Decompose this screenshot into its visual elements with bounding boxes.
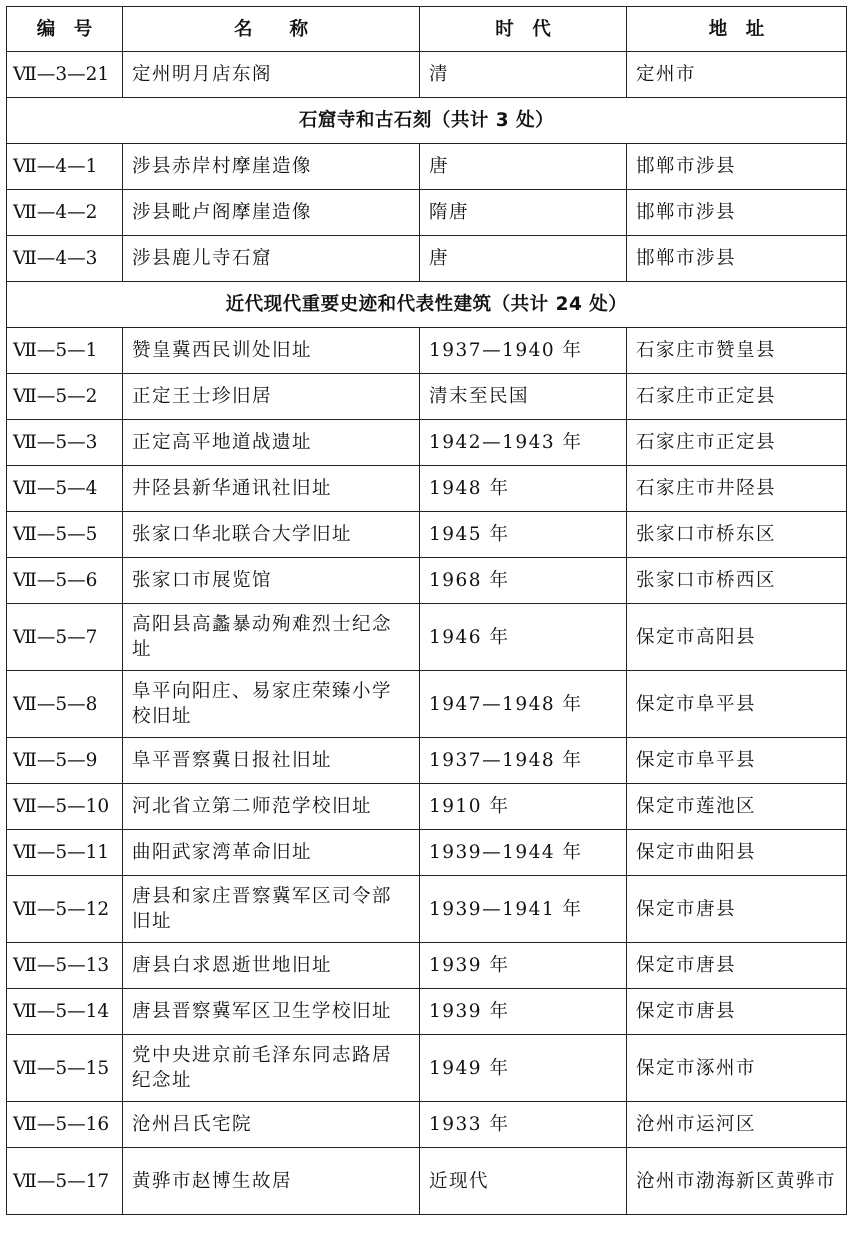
name-cell: 涉县赤岸村摩崖造像 bbox=[123, 144, 420, 190]
address-cell: 保定市唐县 bbox=[627, 943, 847, 989]
era-cell: 1945 年 bbox=[420, 512, 627, 558]
table-row bbox=[7, 830, 847, 876]
name-cell: 唐县和家庄晋察冀军区司令部旧址 bbox=[123, 876, 420, 943]
code-cell: Ⅶ—5—17 bbox=[7, 1148, 123, 1215]
name-cell: 张家口华北联合大学旧址 bbox=[123, 512, 420, 558]
era-cell: 1910 年 bbox=[420, 784, 627, 830]
code-cell: Ⅶ—3—21 bbox=[7, 52, 123, 98]
era-cell: 1942—1943 年 bbox=[420, 420, 627, 466]
address-cell: 张家口市桥东区 bbox=[627, 512, 847, 558]
era-cell: 唐 bbox=[420, 236, 627, 282]
table-row bbox=[7, 784, 847, 830]
header-era: 时 代 bbox=[420, 7, 627, 52]
address-cell: 石家庄市正定县 bbox=[627, 420, 847, 466]
table-row bbox=[7, 144, 847, 190]
table-row bbox=[7, 512, 847, 558]
table-row bbox=[7, 236, 847, 282]
code-cell: Ⅶ—4—2 bbox=[7, 190, 123, 236]
code-cell: Ⅶ—5—15 bbox=[7, 1035, 123, 1102]
era-cell: 1933 年 bbox=[420, 1102, 627, 1148]
code-cell: Ⅶ—5—10 bbox=[7, 784, 123, 830]
name-cell: 涉县鹿儿寺石窟 bbox=[123, 236, 420, 282]
name-cell: 唐县白求恩逝世地旧址 bbox=[123, 943, 420, 989]
code-cell: Ⅶ—5—16 bbox=[7, 1102, 123, 1148]
name-cell: 党中央进京前毛泽东同志路居纪念址 bbox=[123, 1035, 420, 1102]
era-cell: 唐 bbox=[420, 144, 627, 190]
name-cell: 井陉县新华通讯社旧址 bbox=[123, 466, 420, 512]
name-cell: 高阳县高蠡暴动殉难烈士纪念址 bbox=[123, 604, 420, 671]
code-cell: Ⅶ—5—4 bbox=[7, 466, 123, 512]
address-cell: 保定市阜平县 bbox=[627, 671, 847, 738]
code-cell: Ⅶ—5—14 bbox=[7, 989, 123, 1035]
era-cell: 1948 年 bbox=[420, 466, 627, 512]
era-cell: 1949 年 bbox=[420, 1035, 627, 1102]
address-cell: 邯郸市涉县 bbox=[627, 190, 847, 236]
address-cell: 保定市涿州市 bbox=[627, 1035, 847, 1102]
code-cell: Ⅶ—5—8 bbox=[7, 671, 123, 738]
table-row bbox=[7, 558, 847, 604]
name-cell: 沧州吕氏宅院 bbox=[123, 1102, 420, 1148]
name-cell: 河北省立第二师范学校旧址 bbox=[123, 784, 420, 830]
era-cell: 1968 年 bbox=[420, 558, 627, 604]
address-cell: 保定市阜平县 bbox=[627, 738, 847, 784]
header-code: 编 号 bbox=[7, 7, 123, 52]
era-cell: 清末至民国 bbox=[420, 374, 627, 420]
table-row bbox=[7, 604, 847, 671]
section-title: 近代现代重要史迹和代表性建筑（共计 24 处） bbox=[7, 282, 847, 328]
table-header-row bbox=[7, 7, 847, 52]
table-row bbox=[7, 374, 847, 420]
table-row bbox=[7, 876, 847, 943]
code-cell: Ⅶ—5—1 bbox=[7, 328, 123, 374]
code-cell: Ⅶ—5—6 bbox=[7, 558, 123, 604]
address-cell: 保定市高阳县 bbox=[627, 604, 847, 671]
section-header-row bbox=[7, 282, 847, 328]
address-cell: 邯郸市涉县 bbox=[627, 144, 847, 190]
era-cell: 1939 年 bbox=[420, 943, 627, 989]
section-title: 石窟寺和古石刻（共计 3 处） bbox=[7, 98, 847, 144]
name-cell: 赞皇冀西民训处旧址 bbox=[123, 328, 420, 374]
table-row bbox=[7, 328, 847, 374]
address-cell: 定州市 bbox=[627, 52, 847, 98]
address-cell: 沧州市渤海新区黄骅市 bbox=[627, 1148, 847, 1215]
name-cell: 定州明月店东阁 bbox=[123, 52, 420, 98]
era-cell: 1937—1948 年 bbox=[420, 738, 627, 784]
name-cell: 唐县晋察冀军区卫生学校旧址 bbox=[123, 989, 420, 1035]
code-cell: Ⅶ—5—5 bbox=[7, 512, 123, 558]
header-name: 名 称 bbox=[123, 7, 420, 52]
table-row bbox=[7, 1102, 847, 1148]
table-row bbox=[7, 738, 847, 784]
table-row bbox=[7, 190, 847, 236]
era-cell: 清 bbox=[420, 52, 627, 98]
era-cell: 隋唐 bbox=[420, 190, 627, 236]
era-cell: 近现代 bbox=[420, 1148, 627, 1215]
address-cell: 石家庄市井陉县 bbox=[627, 466, 847, 512]
name-cell: 张家口市展览馆 bbox=[123, 558, 420, 604]
section-header-row bbox=[7, 98, 847, 144]
table-row bbox=[7, 989, 847, 1035]
address-cell: 沧州市运河区 bbox=[627, 1102, 847, 1148]
table-body bbox=[7, 52, 847, 1215]
era-cell: 1939—1944 年 bbox=[420, 830, 627, 876]
table-row bbox=[7, 52, 847, 98]
code-cell: Ⅶ—5—11 bbox=[7, 830, 123, 876]
code-cell: Ⅶ—5—3 bbox=[7, 420, 123, 466]
heritage-table bbox=[6, 6, 847, 1215]
table-row bbox=[7, 1148, 847, 1215]
name-cell: 正定高平地道战遗址 bbox=[123, 420, 420, 466]
era-cell: 1939 年 bbox=[420, 989, 627, 1035]
name-cell: 正定王士珍旧居 bbox=[123, 374, 420, 420]
era-cell: 1946 年 bbox=[420, 604, 627, 671]
header-address: 地 址 bbox=[627, 7, 847, 52]
table-row bbox=[7, 420, 847, 466]
code-cell: Ⅶ—5—2 bbox=[7, 374, 123, 420]
address-cell: 邯郸市涉县 bbox=[627, 236, 847, 282]
code-cell: Ⅶ—5—9 bbox=[7, 738, 123, 784]
address-cell: 石家庄市赞皇县 bbox=[627, 328, 847, 374]
address-cell: 保定市唐县 bbox=[627, 989, 847, 1035]
address-cell: 保定市曲阳县 bbox=[627, 830, 847, 876]
code-cell: Ⅶ—4—3 bbox=[7, 236, 123, 282]
code-cell: Ⅶ—5—7 bbox=[7, 604, 123, 671]
address-cell: 保定市唐县 bbox=[627, 876, 847, 943]
code-cell: Ⅶ—4—1 bbox=[7, 144, 123, 190]
name-cell: 曲阳武家湾革命旧址 bbox=[123, 830, 420, 876]
era-cell: 1947—1948 年 bbox=[420, 671, 627, 738]
address-cell: 保定市莲池区 bbox=[627, 784, 847, 830]
table-row bbox=[7, 943, 847, 989]
era-cell: 1937—1940 年 bbox=[420, 328, 627, 374]
address-cell: 石家庄市正定县 bbox=[627, 374, 847, 420]
table-row bbox=[7, 466, 847, 512]
code-cell: Ⅶ—5—12 bbox=[7, 876, 123, 943]
address-cell: 张家口市桥西区 bbox=[627, 558, 847, 604]
era-cell: 1939—1941 年 bbox=[420, 876, 627, 943]
table-row bbox=[7, 671, 847, 738]
code-cell: Ⅶ—5—13 bbox=[7, 943, 123, 989]
name-cell: 阜平向阳庄、易家庄荣臻小学校旧址 bbox=[123, 671, 420, 738]
name-cell: 阜平晋察冀日报社旧址 bbox=[123, 738, 420, 784]
name-cell: 黄骅市赵博生故居 bbox=[123, 1148, 420, 1215]
table-row bbox=[7, 1035, 847, 1102]
name-cell: 涉县毗卢阁摩崖造像 bbox=[123, 190, 420, 236]
